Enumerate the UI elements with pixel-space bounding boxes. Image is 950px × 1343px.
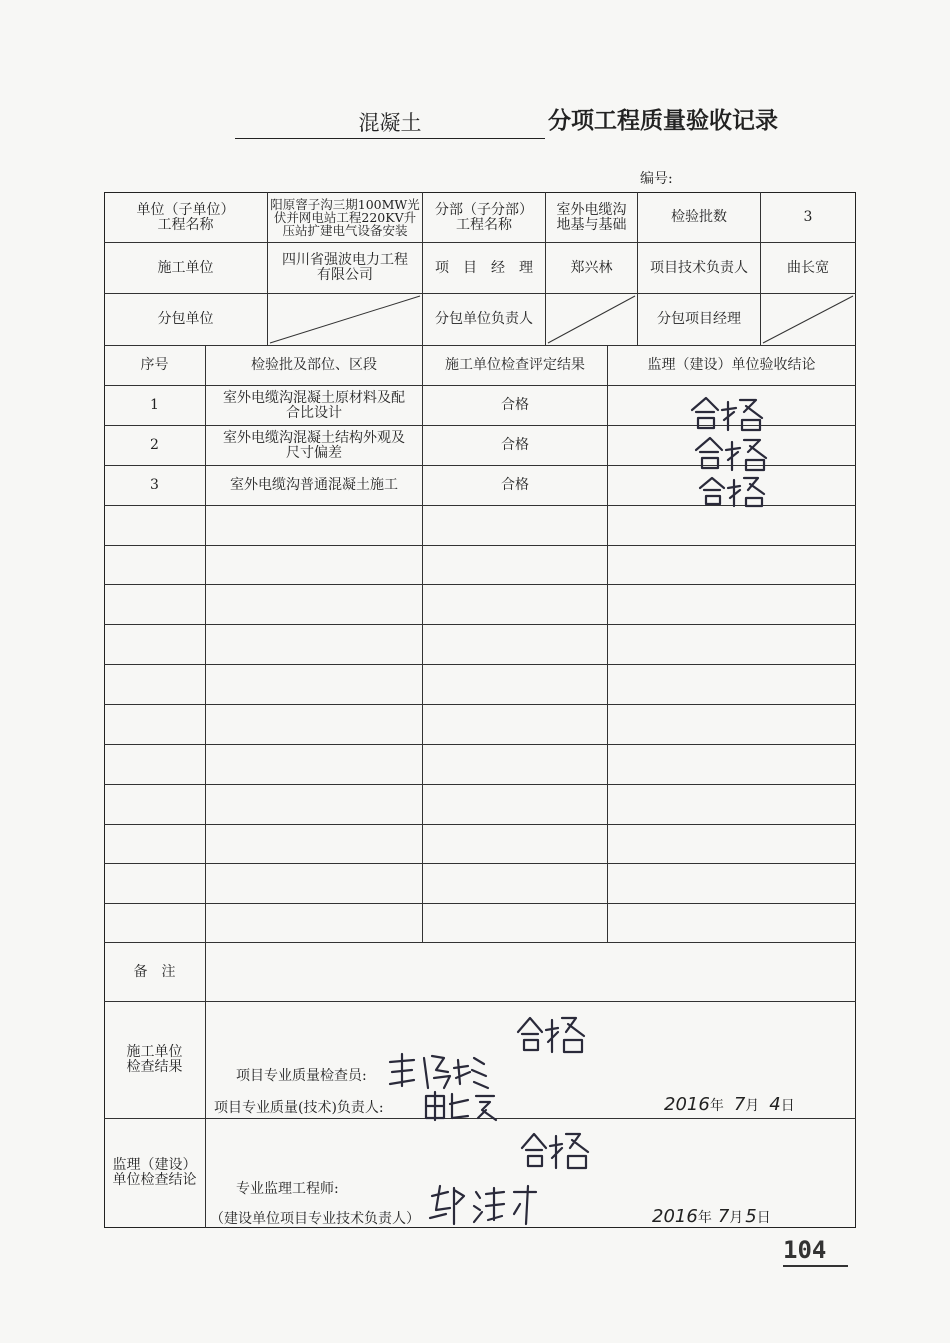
contractor-value: 四川省强波电力工程 有限公司 [282, 252, 408, 283]
col-divider [607, 345, 608, 942]
handwritten-pass-mark [694, 472, 774, 510]
row-divider [104, 903, 856, 904]
sub-pm-label: 分包项目经理 [657, 311, 741, 327]
tech-lead-label: 项目技术负责人 [650, 259, 748, 276]
tech-lead-value: 曲长宽 [787, 259, 829, 276]
col-header-no: 序号 [140, 357, 169, 373]
project-manager-value: 郑兴林 [570, 259, 613, 276]
responsible-signature [420, 1088, 500, 1124]
row-item: 室外电缆沟混凝土原材料及配 合比设计 [223, 389, 405, 421]
contractor-date [664, 1094, 795, 1115]
subitem-name: 混凝土 [235, 108, 545, 139]
date-month-char: 月 [729, 1210, 744, 1226]
col-header-result: 施工单位检查评定结果 [445, 357, 585, 373]
handwritten-pass-mark [684, 392, 774, 432]
quality-inspector-label: 项目专业质量检查员: [236, 1068, 367, 1084]
unit-project-label: 单位（子单位） 工程名称 [136, 201, 235, 233]
unit-project-value: 阳原窨子沟三期100MW光 伏并网电站工程220KV升 压站扩建电气设备安装 [270, 197, 420, 238]
row-number: 1 [150, 397, 159, 413]
row-divider [104, 624, 856, 625]
col-header-conclusion: 监理（建设）单位验收结论 [647, 357, 816, 373]
sub-lead-label: 分包单位负责人 [435, 311, 533, 327]
date-year-char: 年 [697, 1210, 712, 1226]
row-number: 2 [150, 437, 159, 453]
supervising-engineer-label: 专业监理工程师: [236, 1181, 339, 1197]
date-month: 7 [733, 1094, 746, 1115]
project-manager-label: 项 目 经 理 [435, 259, 533, 276]
supervisor-date [652, 1206, 771, 1227]
division-label: 分部（子分部） 工程名称 [435, 201, 533, 233]
row-divider [104, 704, 856, 705]
owner-tech-lead-label: （建设单位项目专业技术负责人） [210, 1211, 420, 1227]
date-day: 4 [769, 1094, 781, 1115]
row-divider [104, 545, 856, 546]
col-header-item: 检验批及部位、区段 [251, 357, 377, 373]
date-month-char: 月 [745, 1098, 760, 1114]
supervisor-check-label: 监理（建设） 单位检查结论 [112, 1157, 197, 1188]
serial-number-label: 编号: [640, 171, 673, 187]
row-divider [104, 942, 856, 943]
row-item: 室外电缆沟普通混凝土施工 [230, 477, 398, 493]
date-day: 5 [745, 1206, 757, 1227]
row-divider [104, 824, 856, 825]
row-divider [104, 584, 856, 585]
date-year: 2016 [664, 1094, 710, 1115]
row-item: 室外电缆沟混凝土结构外观及 尺寸偏差 [223, 429, 405, 461]
subcontractor-label: 分包单位 [157, 311, 214, 327]
batch-count-value: 3 [803, 209, 813, 225]
page-number: 104 [783, 1235, 848, 1267]
empty-cell-slash [546, 294, 637, 345]
date-day-char: 日 [756, 1210, 771, 1226]
empty-cell-slash [268, 294, 422, 345]
inspector-signature [384, 1050, 494, 1092]
row-result: 合格 [501, 477, 529, 493]
row-divider [104, 863, 856, 864]
row-result: 合格 [501, 397, 529, 413]
remarks-label: 备 注 [133, 963, 176, 980]
form-title: 分项工程质量验收记录 [548, 108, 778, 134]
row-divider [104, 1001, 856, 1002]
handwritten-pass-mark [688, 432, 778, 472]
row-divider [104, 744, 856, 745]
col-divider [205, 942, 206, 1228]
date-year-char: 年 [709, 1098, 724, 1114]
empty-cell-slash [761, 294, 855, 345]
contractor-label: 施工单位 [157, 259, 214, 276]
row-divider [104, 664, 856, 665]
contractor-check-label: 施工单位 检查结果 [126, 1044, 183, 1075]
engineer-signature [424, 1180, 544, 1228]
row-number: 3 [150, 477, 159, 493]
row-divider [104, 784, 856, 785]
handwritten-result-signature [516, 1126, 596, 1170]
row-result: 合格 [501, 437, 529, 453]
batch-count-label: 检验批数 [671, 209, 727, 225]
date-day-char: 日 [780, 1098, 795, 1114]
quality-responsible-label: 项目专业质量(技术)负责人: [214, 1100, 384, 1116]
date-year: 2016 [652, 1206, 698, 1227]
handwritten-result-signature [512, 1010, 592, 1054]
division-value: 室外电缆沟 地基与基础 [556, 201, 627, 233]
date-month: 7 [717, 1206, 730, 1227]
